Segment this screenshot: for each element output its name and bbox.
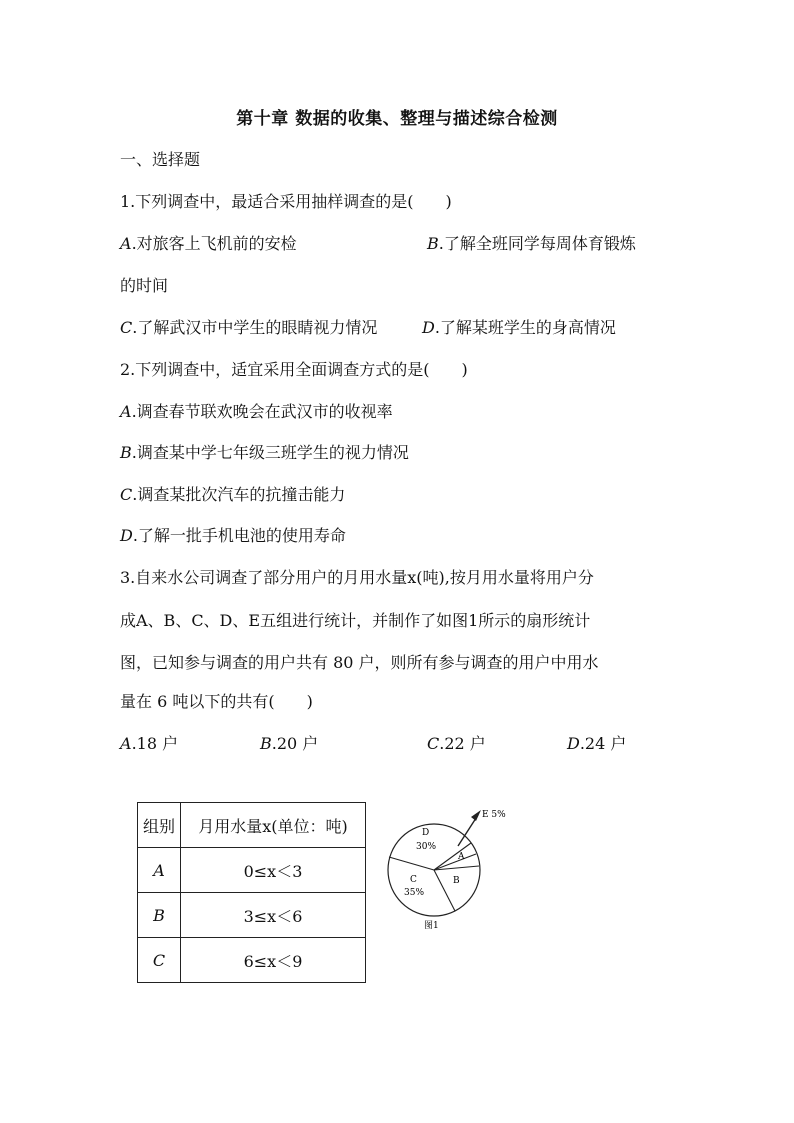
pie-chart <box>378 800 528 940</box>
pie-label-e: E 5% <box>482 810 506 820</box>
q3-option-b[interactable]: B.20 户 <box>260 734 319 753</box>
table-header-row <box>138 803 366 848</box>
pie-label-d-value: 30% <box>416 842 437 852</box>
document-title: 第十章 数据的收集、整理与描述综合检测 <box>236 109 558 129</box>
q3-stem-line-1: 3.自来水公司调查了部分用户的月用水量x(吨),按月用水量将用户分 <box>120 568 594 587</box>
q1-stem: 1.下列调查中，最适合采用抽样调查的是( ) <box>120 192 452 211</box>
q3-stem-line-2: 成A、B、C、D、E五组进行统计，并制作了如图1所示的扇形统计 <box>120 611 591 630</box>
pie-label-c-value: 35% <box>404 888 425 898</box>
table-row <box>138 938 366 983</box>
q1-option-b[interactable]: B.了解全班同学每周体育锻炼 <box>427 234 636 253</box>
q1-option-b-continued: 的时间 <box>120 276 169 295</box>
q2-option-d[interactable]: D.了解一批手机电池的使用寿命 <box>120 526 346 545</box>
pie-label-c-name: C <box>410 875 417 885</box>
table-cell-group: A <box>138 848 181 893</box>
q1-option-c[interactable]: C.了解武汉市中学生的眼睛视力情况 <box>120 318 378 337</box>
q3-option-d[interactable]: D.24 户 <box>567 734 627 753</box>
q3-stem-line-4: 量在 6 吨以下的共有( ) <box>120 692 313 711</box>
figure-caption: 图1 <box>424 921 439 931</box>
table-cell-range: 0≤x＜3 <box>181 848 366 893</box>
e-pointer-arrowhead <box>471 810 481 821</box>
pie-label-d-name: D <box>422 828 430 838</box>
table-cell-range: 6≤x＜9 <box>181 938 366 983</box>
table-cell-group: B <box>138 893 181 938</box>
q3-option-c[interactable]: C.22 户 <box>427 734 486 753</box>
table-cell-group: C <box>138 938 181 983</box>
water-usage-table <box>137 802 366 983</box>
q2-option-b[interactable]: B.调查某中学七年级三班学生的视力情况 <box>120 443 409 462</box>
q1-option-a[interactable]: A.对旅客上飞机前的安检 <box>120 234 297 253</box>
q2-option-c[interactable]: C.调查某批次汽车的抗撞击能力 <box>120 485 346 504</box>
q3-option-a[interactable]: A.18 户 <box>120 734 179 753</box>
pie-label-a: A <box>458 852 465 862</box>
section-heading: 一、选择题 <box>120 150 201 169</box>
q2-option-a[interactable]: A.调查春节联欢晚会在武汉市的收视率 <box>120 402 393 421</box>
q1-option-d[interactable]: D.了解某班学生的身高情况 <box>422 318 616 337</box>
table-header-usage: 月用水量x(单位：吨) <box>181 803 366 848</box>
q3-stem-line-3: 图，已知参与调查的用户共有 80 户，则所有参与调查的用户中用水 <box>120 653 599 672</box>
table-row <box>138 893 366 938</box>
table-cell-range: 3≤x＜6 <box>181 893 366 938</box>
table-header-group: 组别 <box>138 803 181 848</box>
table-row <box>138 848 366 893</box>
q2-stem: 2.下列调查中，适宜采用全面调查方式的是( ) <box>120 360 468 379</box>
pie-label-b: B <box>453 876 460 886</box>
